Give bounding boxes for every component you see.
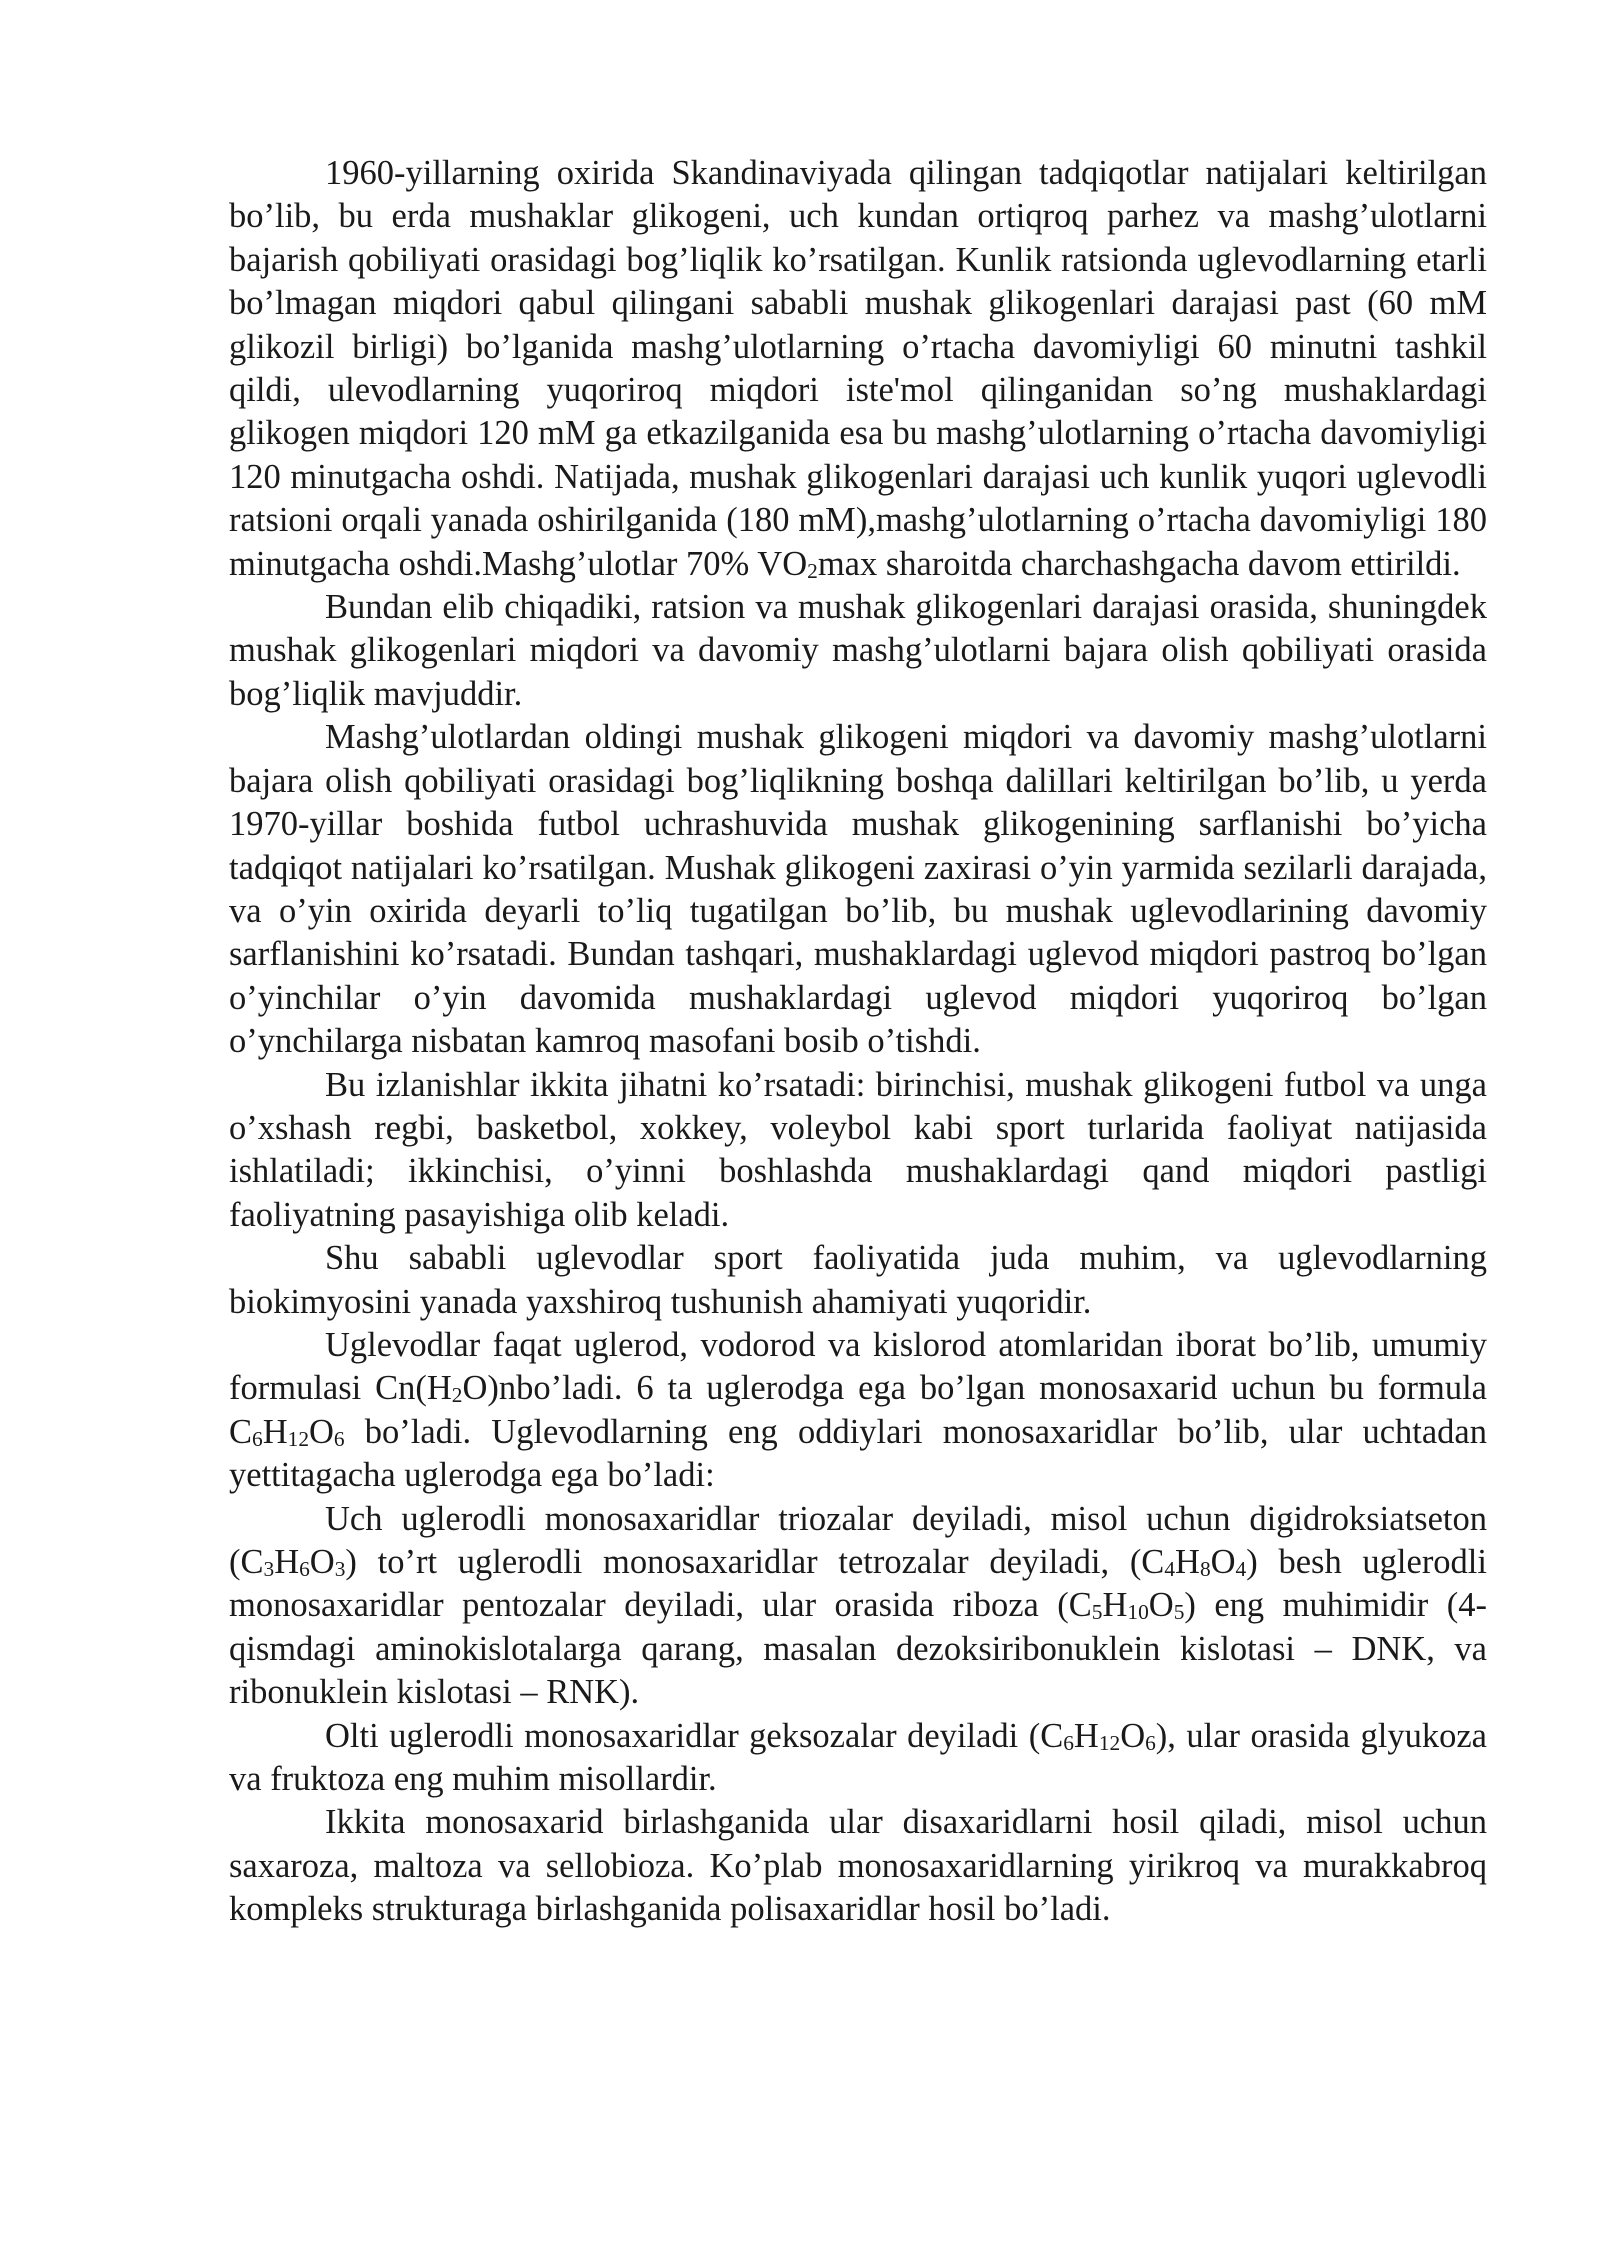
subscript-text: 4: [1164, 1557, 1176, 1582]
subscript-text: 5: [1173, 1600, 1185, 1625]
paragraph: [229, 1237, 1487, 1324]
text-run: O: [1120, 1716, 1146, 1755]
paragraph: [229, 1064, 1487, 1238]
subscript-text: 6: [333, 1426, 345, 1451]
subscript-text: 12: [287, 1426, 309, 1451]
text-run: ), ular orasida glyukoza va fruktoza eng muhim misollardir.: [229, 1716, 1487, 1799]
document-page: [229, 152, 1487, 1932]
text-run: bo’ladi. Uglevodlarning eng oddiylari monosaxaridlar bo’lib, ular uchtadan yettitagacha uglerodga ega bo’ladi:: [229, 1412, 1487, 1495]
paragraph: [229, 1498, 1487, 1715]
subscript-text: 6: [1063, 1730, 1074, 1755]
text-run: max sharoitda charchashgacha davom ettirildi.: [817, 544, 1461, 583]
text-run: O: [309, 1543, 335, 1581]
paragraph: [229, 152, 1487, 586]
text-run: O: [1148, 1586, 1174, 1625]
text-run: Mashg’ulotlardan oldingi mushak glikogeni miqdori va davomiy mashg’ulotlarni bajara olish qobiliyati orasidagi bog’liqlikning boshqa dalillari keltirilgan bo’lib, u yerda 1970-yillar boshida futbol uchrashuvida mushak glikogenining sarflanishi bo’yicha tadqiqot natijalari ko’rsatilgan. Mushak glikogeni zaxirasi o’yin yarmida sezilarli darajada, va o’yin oxirida deyarli to’liq tugatilgan bo’lib, bu mushak uglevodlarining davomiy sarflanishini ko’rsatadi. Bundan tashqari, mushaklardagi uglevod miqdori pastroq bo’lgan o’yinchilar o’yin davomida mushaklardagi uglevod miqdori yuqoriroq bo’lgan o’ynchilarga nisbatan kamroq masofani bosib o’tishdi.: [229, 718, 1487, 1061]
subscript-text: 8: [1199, 1557, 1211, 1582]
subscript-text: 4: [1235, 1557, 1247, 1582]
text-run: Olti uglerodli monosaxaridlar geksozalar deyiladi (C: [325, 1716, 1064, 1755]
subscript-text: 3: [263, 1557, 275, 1582]
paragraph: [229, 716, 1487, 1063]
subscript-text: 6: [299, 1557, 310, 1582]
subscript-text: 3: [334, 1557, 346, 1582]
subscript-text: 2: [451, 1383, 463, 1408]
subscript-text: 12: [1098, 1730, 1121, 1755]
subscript-text: 10: [1127, 1600, 1149, 1625]
text-run: H: [262, 1412, 288, 1451]
paragraph: [229, 586, 1487, 716]
text-run: O: [309, 1412, 334, 1451]
text-run: O: [1210, 1543, 1236, 1581]
subscript-text: 6: [252, 1426, 263, 1451]
text-run: ) besh uglerodli monosaxaridlar pentozalar deyiladi, ular orasida riboza (C: [229, 1543, 1487, 1625]
paragraph: [229, 1324, 1487, 1498]
paragraph: [229, 1801, 1487, 1931]
text-run: Uch uglerodli monosaxaridlar triozalar deyiladi, misol uchun digidroksiatseton (C: [229, 1499, 1487, 1581]
text-run: Ikkita monosaxarid birlashganida ular disaxaridlarni hosil qiladi, misol uchun saxaroza, maltoza va sellobioza. Ko’plab monosaxaridlarning yirikroq va murakkabroq kompleks strukturaga birlashganida polisaxaridlar hosil bo’ladi.: [229, 1803, 1487, 1929]
text-run: H: [1073, 1716, 1099, 1755]
text-run: Shu sababli uglevodlar sport faoliyatida juda muhim, va uglevodlarning biokimyosini yanada yaxshiroq tushunish ahamiyati yuqoridir.: [229, 1239, 1487, 1321]
text-run: ) eng muhimidir (4-qismdagi aminokislotalarga qarang, masalan dezoksiribonuklein kislotasi – DNK, va ribonuklein kislotasi – RNK).: [229, 1586, 1487, 1712]
text-run: Uglevodlar faqat uglerod, vodorod va kislorod atomlaridan iborat bo’lib, umumiy formulasi Cn(H: [229, 1325, 1487, 1408]
text-run: H: [1175, 1543, 1200, 1581]
text-run: 1960-yillarning oxirida Skandinaviyada qilingan tadqiqotlar natijalari keltirilgan bo’lib, bu erda mushaklar glikogeni, uch kundan ortiqroq parhez va mashg’ulotlarni bajarish qobiliyati orasidagi bog’liqlik ko’rsatilgan. Kunlik ratsionda uglevodlarning etarli bo’lmagan miqdori qabul qilingani sababli mushak glikogenlari darajasi past (60 mM glikozil birligi) bo’lganida mashg’ulotlarning o’rtacha davomiyligi 60 minutni tashkil qildi, ulevodlarning yuqoriroq miqdori iste'mol qilinganidan so’ng mushaklardagi glikogen miqdori 120 mM ga etkazilganida esa bu mashg’ulotlarning o’rtacha davomiyligi 120 minutgacha oshdi. Natijada, mushak glikogenlari darajasi uch kunlik yuqori uglevodli ratsioni orqali yanada oshirilganida (180 mM),mashg’ulotlarning o’rtacha davomiyligi 180 minutgacha oshdi.Mashg’ulotlar 70% VO: [229, 154, 1487, 583]
subscript-text: 5: [1091, 1600, 1103, 1625]
subscript-text: 6: [1145, 1730, 1156, 1755]
text-run: Bundan elib chiqadiki, ratsion va mushak glikogenlari darajasi orasida, shuningdek mushak glikogenlari miqdori va davomiy mashg’ulotlarni bajara olish qobiliyati orasida bog’liqlik mavjuddir.: [229, 588, 1487, 713]
text-run: Bu izlanishlar ikkita jihatni ko’rsatadi: birinchisi, mushak glikogeni futbol va unga o’xshash regbi, basketbol, xokkey, voleybol kabi sport turlarida faoliyat natijasida ishlatiladi; ikkinchisi, o’yinni boshlashda mushaklardagi qand miqdori pastligi faoliyatning pasayishiga olib keladi.: [229, 1065, 1487, 1234]
text-run: H: [274, 1543, 300, 1581]
subscript-text: 2: [807, 558, 818, 583]
text-run: ) to’rt uglerodli monosaxaridlar tetrozalar deyiladi, (C: [345, 1543, 1165, 1581]
paragraph: [229, 1715, 1487, 1802]
text-run: H: [1102, 1586, 1128, 1625]
text-run: O)nbo’ladi. 6 ta uglerodga ega bo’lgan monosaxarid uchun bu formula C: [229, 1369, 1487, 1451]
